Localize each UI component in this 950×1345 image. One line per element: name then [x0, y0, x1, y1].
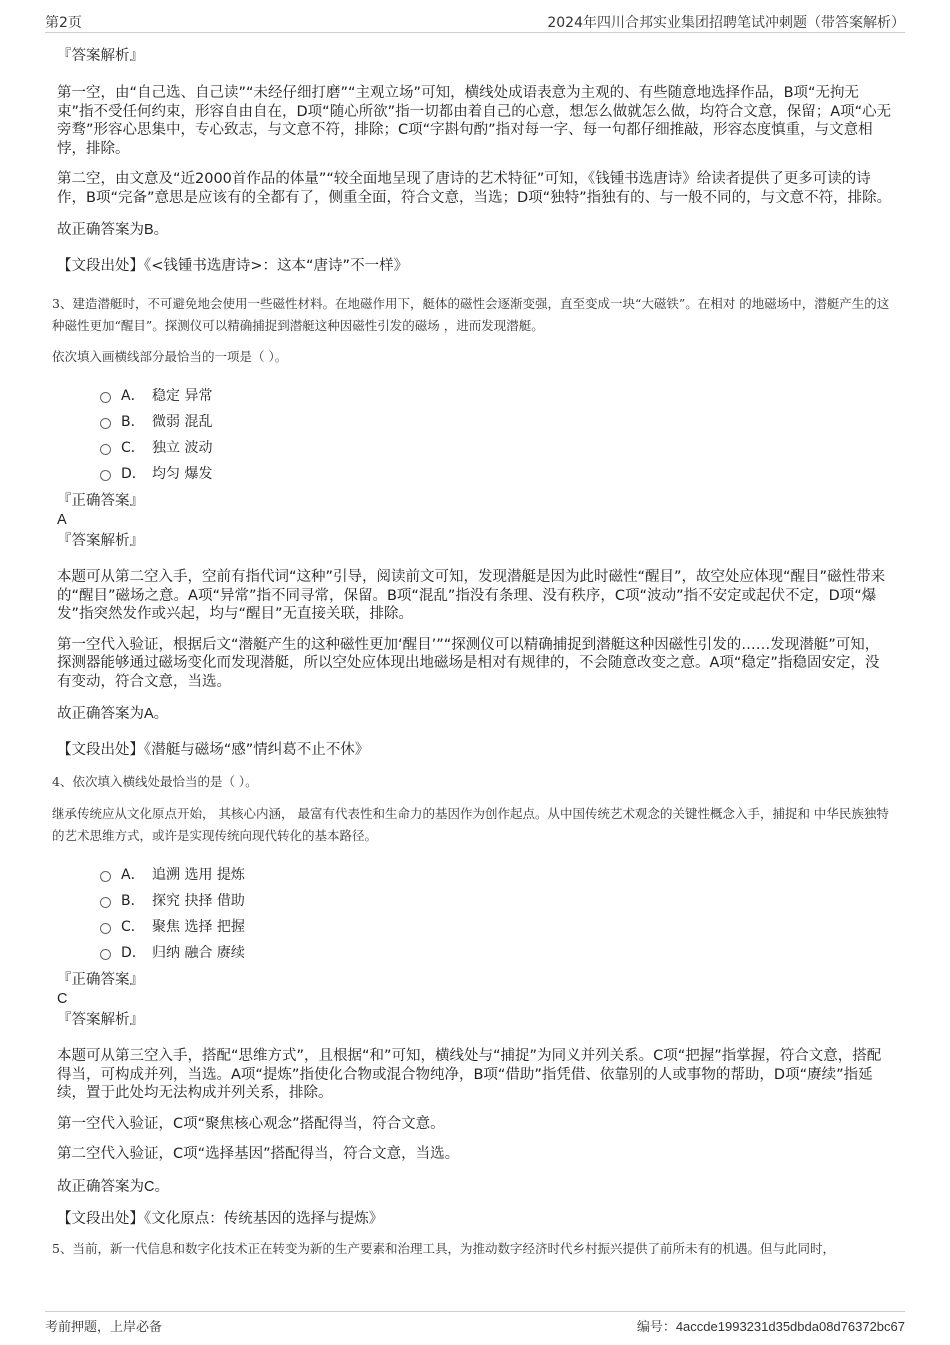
q4-options	[57, 861, 893, 965]
q4-analysis-para-1: 本题可从第三空入手，搭配“思维方式”，且根据“和”可知，横线处与“捕捉”为同义并列关系。C项“把握”指掌握，符合文意，搭配得当，可构成并列，当选。A项“提炼”指使化合物或混合物纯净，B项“借助”指凭借、依靠别的人或事物的帮助，D项“赓续”指延续，置于此处均无法构成并列关系，排除。	[57, 1048, 882, 1101]
radio-icon[interactable]	[100, 871, 111, 882]
q3-conclusion: 故正确答案为A。	[57, 706, 169, 722]
radio-icon[interactable]	[100, 418, 111, 429]
q2-conclusion: 故正确答案为B。	[57, 222, 169, 238]
radio-icon[interactable]	[100, 470, 111, 481]
radio-icon[interactable]	[100, 444, 111, 455]
q4-stem: 4、依次填入横线处最恰当的是（ ）。	[52, 774, 258, 789]
radio-icon[interactable]	[100, 949, 111, 960]
q3-analysis-para-1: 本题可从第二空入手，空前有指代词“这种”引导，阅读前文可知，发现潜艇是因为此时磁性“醒目”，故空处应体现“醒目”磁性带来的“醒目”磁场之意。A项“异常”指不同寻常，保留。B项“混乱”指没有条理、没有秩序，C项“波动”指不安定或起伏不定，D项“爆发”指突然发作或兴起，均与“醒目”无直接关联，排除。	[57, 569, 886, 622]
q4-option-c[interactable]: C． 聚焦 选择 把握	[100, 913, 893, 939]
q3-option-a[interactable]: A． 稳定 异常	[100, 382, 893, 408]
q4-passage: 继承传统应从文化原点开始， 其核心内涵， 最富有代表性和生命力的基因作为创作起点。从中国传统艺术观念的关键性概念入手，捕捉和 中华民族独特的艺术思维方式，或许是实现传统向现代转化的基本路径。	[52, 806, 889, 843]
q2-analysis-label: 『答案解析』	[57, 48, 144, 64]
q4-analysis-para-2: 第一空代入验证，C项“聚焦核心观念”搭配得当，符合文意。	[57, 1115, 445, 1132]
page-header	[45, 10, 905, 33]
document-id-value: 4accde1993231d35dbda08d76372bc67	[675, 1319, 905, 1334]
q3-stem: 3、建造潜艇时，不可避免地会使用一些磁性材料。在地磁作用下，艇体的磁性会逐渐变强，直至变成一块“大磁铁”。在相对 的地磁场中，潜艇产生的这种磁性更加“醒目”。探测仪可以精确捕捉到潜艇这种因磁性引发的磁场 ，进而发现潜艇。	[52, 296, 890, 333]
q2-analysis-para-2: 第二空，由文意及“近2000首作品的体量”“较全面地呈现了唐诗的艺术特征”可知，《钱锺书选唐诗》给读者提供了更多可读的诗作，B项“完备”意思是应该有的全都有了，侧重全面，符合文意，当选；D项“独特”指独有的、与一般不同的，与文意不符，排除。	[57, 171, 892, 206]
radio-icon[interactable]	[100, 923, 111, 934]
q4-analysis-para-3: 第二空代入验证，C项“选择基因”搭配得当，符合文意，当选。	[57, 1146, 460, 1162]
q2-source: 【文段出处】《<钱锺书选唐诗>：这本“唐诗”不一样》	[57, 258, 409, 274]
radio-icon[interactable]	[100, 897, 111, 908]
q5-stem: 5、当前，新一代信息和数字化技术正在转变为新的生产要素和治理工具，为推动数字经济时代乡村振兴提供了前所未有的机遇。但与此同时，	[52, 1240, 835, 1256]
q4-option-a[interactable]: A． 追溯 选用 提炼	[100, 861, 893, 887]
q3-prompt: 依次填入画横线部分最恰当的一项是（ ）。	[52, 349, 288, 364]
q3-option-d[interactable]: D． 均匀 爆发	[100, 460, 893, 486]
footer-slogan: 考前押题，上岸必备	[45, 1320, 163, 1335]
document-id-label: 编号：	[636, 1320, 676, 1335]
q2-analysis-para-1: 第一空，由“自己选、自己读”“未经仔细打磨”“主观立场”可知，横线处成语表意为主观的、有些随意地选择作品，B项“无拘无束”指不受任何约束，形容自由自在，D项“随心所欲”指一切都由着自己的心意，想怎么做就怎么做，均符合文意，保留；A项“心无旁骛”形容心思集中，专心致志，与文意不符，排除；C项“字斟句酌”指对每一字、每一句都仔细推敲，形容态度慎重，与文意相悖，排除。	[57, 85, 892, 157]
document-body	[52, 47, 893, 1260]
q4-source: 【文段出处】《文化原点：传统基因的选择与提炼》	[57, 1210, 384, 1227]
document-title: 2024年四川合邦实业集团招聘笔试冲刺题（带答案解析）	[547, 15, 905, 31]
q3-source: 【文段出处】《潜艇与磁场“感”情纠葛不止不休》	[57, 742, 370, 758]
q3-options	[57, 382, 893, 486]
q3-correct-answer: A	[57, 512, 67, 528]
page-footer	[45, 1311, 905, 1336]
q3-analysis-para-2: 第一空代入验证，根据后文“潜艇产生的这种磁性更加‘醒目’”“探测仪可以精确捕捉到潜艇这种因磁性引发的……发现潜艇”可知，探测器能够通过磁场变化而发现潜艇，所以空处应体现出地磁场是相对有规律的，不会随意改变之意。A项“稳定”指稳固安定，没有变动，符合文意，当选。	[57, 636, 880, 690]
q4-conclusion: 故正确答案为C。	[57, 1178, 169, 1195]
page-number: 第2页	[45, 15, 82, 31]
q4-analysis-label: 『答案解析』	[57, 1012, 144, 1028]
document-id	[637, 1316, 905, 1335]
q4-correct-label: 『正确答案』	[57, 972, 144, 988]
question-3	[52, 293, 898, 368]
q4-option-d[interactable]: D． 归纳 融合 赓续	[100, 939, 893, 965]
q4-option-b[interactable]: B． 探究 抉择 借助	[100, 887, 893, 913]
radio-icon[interactable]	[100, 392, 111, 403]
q3-option-b[interactable]: B． 微弱 混乱	[100, 408, 893, 434]
q3-option-c[interactable]: C． 独立 波动	[100, 434, 893, 460]
question-4	[52, 771, 898, 847]
q3-analysis-label: 『答案解析』	[57, 533, 144, 549]
q4-correct-answer: C	[57, 991, 68, 1007]
q3-correct-label: 『正确答案』	[57, 493, 144, 509]
question-5	[52, 1238, 898, 1260]
